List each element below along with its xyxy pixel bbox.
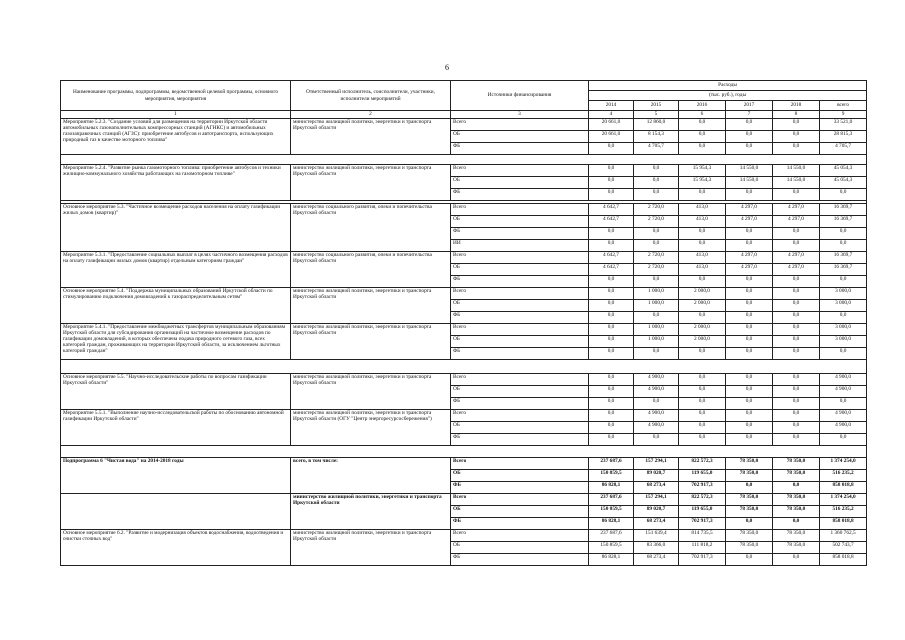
amount-cell: 0,0 — [679, 374, 726, 386]
amount-cell: 702 917,3 — [679, 482, 726, 494]
amount-cell: 0,0 — [726, 410, 773, 422]
amount-cell: 16 369,7 — [820, 252, 867, 264]
amount-cell: 0,0 — [773, 276, 820, 288]
amount-cell: 858 018,8 — [820, 518, 867, 530]
activity-name: Мероприятие 5.5.1. "Выполнение научно-исследовательской работы по обоснованию автономной газификации Иркутской области" — [61, 410, 291, 446]
page-number: 6 — [445, 63, 449, 72]
amount-cell: 4 900,0 — [820, 386, 867, 398]
amount-cell: 702 917,3 — [679, 554, 726, 566]
table-row — [61, 374, 867, 386]
amount-cell: 68 273,4 — [634, 554, 679, 566]
activity-name: Мероприятие 5.2.3. "Создание условий для размещения на территории Иркутской области автомобильных газонаполнительных компрессорных станций (АГНКС) и автомобильных газозаправочных станций (АГЗС): приобретение автобусов и автотранспорта, использующих природный газ в качестве моторного топлива" — [61, 119, 291, 155]
amount-cell: 1 374 254,0 — [820, 458, 867, 470]
amount-cell: 2 000,0 — [679, 288, 726, 300]
amount-cell: 119 655,0 — [679, 506, 726, 518]
column-number: 3 — [451, 111, 589, 119]
amount-cell: 0,0 — [589, 276, 634, 288]
amount-cell: 15 954,3 — [679, 177, 726, 189]
amount-cell: 0,0 — [726, 240, 773, 252]
amount-cell: 78 350,0 — [726, 542, 773, 554]
funding-source: ОБ — [451, 422, 589, 434]
amount-cell: 14 550,0 — [773, 165, 820, 177]
amount-cell: 119 655,0 — [679, 470, 726, 482]
amount-cell: 0,0 — [726, 324, 773, 336]
amount-cell: 413,0 — [679, 264, 726, 276]
table-row — [61, 530, 867, 542]
amount-cell: 0,0 — [773, 518, 820, 530]
header-year: 2016 — [679, 101, 726, 111]
amount-cell: 4 900,0 — [820, 374, 867, 386]
amount-cell: 0,0 — [726, 288, 773, 300]
funding-source: Всего — [451, 410, 589, 422]
funding-source: ФБ — [451, 228, 589, 240]
amount-cell: 0,0 — [773, 482, 820, 494]
amount-cell: 4 900,0 — [634, 386, 679, 398]
amount-cell: 4 297,0 — [726, 216, 773, 228]
amount-cell: 0,0 — [679, 434, 726, 446]
amount-cell: 0,0 — [820, 276, 867, 288]
amount-cell: 4 642,7 — [589, 264, 634, 276]
amount-cell: 0,0 — [634, 434, 679, 446]
amount-cell: 0,0 — [726, 336, 773, 348]
amount-cell: 45 054,3 — [820, 165, 867, 177]
amount-cell: 0,0 — [773, 348, 820, 360]
amount-cell: 4 297,0 — [726, 252, 773, 264]
amount-cell: 78 350,0 — [773, 458, 820, 470]
funding-source: ОБ — [451, 336, 589, 348]
amount-cell: 858 018,8 — [820, 482, 867, 494]
amount-cell: 0,0 — [634, 177, 679, 189]
amount-cell: 413,0 — [679, 252, 726, 264]
spacer-row — [61, 155, 867, 165]
activity-name: Мероприятие 5.3.1. "Предоставление социальных выплат в целях частичного возмещения расходов на оплату газификации жилых домов (квартир) отдельным категориям граждан" — [61, 252, 291, 288]
amount-cell: 89 020,7 — [634, 470, 679, 482]
column-number: 6 — [679, 111, 726, 119]
amount-cell: 0,0 — [773, 398, 820, 410]
funding-source: ОБ — [451, 506, 589, 518]
amount-cell: 0,0 — [679, 410, 726, 422]
amount-cell: 14 550,0 — [726, 165, 773, 177]
header-year: 2018 — [773, 101, 820, 111]
executor: министерство социального развития, опеки и попечительства Иркутской области — [291, 204, 451, 252]
amount-cell: 2 720,0 — [634, 204, 679, 216]
amount-cell: 0,0 — [726, 518, 773, 530]
amount-cell: 702 917,3 — [679, 518, 726, 530]
amount-cell: 3 000,0 — [820, 300, 867, 312]
amount-cell: 78 350,0 — [773, 530, 820, 542]
table-row — [61, 324, 867, 336]
amount-cell: 0,0 — [589, 348, 634, 360]
amount-cell: 516 235,2 — [820, 506, 867, 518]
amount-cell: 8 154,3 — [634, 131, 679, 143]
amount-cell: 0,0 — [679, 119, 726, 131]
amount-cell: 413,0 — [679, 204, 726, 216]
funding-source: ОБ — [451, 131, 589, 143]
amount-cell: 0,0 — [679, 386, 726, 398]
amount-cell: 0,0 — [773, 143, 820, 155]
amount-cell: 0,0 — [726, 119, 773, 131]
column-number: 2 — [291, 111, 451, 119]
amount-cell: 16 369,7 — [820, 204, 867, 216]
table-row — [61, 288, 867, 300]
funding-source: ИИ — [451, 240, 589, 252]
column-number: 8 — [773, 111, 820, 119]
executor: министерство жилищной политики, энергетики и транспорта Иркутской области — [291, 374, 451, 410]
amount-cell: 0,0 — [589, 288, 634, 300]
header-year: 2014 — [589, 101, 634, 111]
amount-cell: 4 900,0 — [820, 410, 867, 422]
activity-name — [61, 494, 291, 530]
amount-cell: 0,0 — [634, 312, 679, 324]
amount-cell: 150 859,5 — [589, 470, 634, 482]
activity-name: Подпрограмма 6 "Чистая вода" на 2014-2018 годы — [61, 458, 291, 494]
amount-cell: 0,0 — [589, 434, 634, 446]
amount-cell: 4 642,7 — [589, 252, 634, 264]
amount-cell: 86 828,1 — [589, 482, 634, 494]
amount-cell: 0,0 — [726, 228, 773, 240]
funding-source: Всего — [451, 458, 589, 470]
amount-cell: 0,0 — [726, 189, 773, 201]
amount-cell: 4 705,7 — [820, 143, 867, 155]
column-number: 5 — [634, 111, 679, 119]
table-row — [61, 252, 867, 264]
amount-cell: 0,0 — [773, 422, 820, 434]
amount-cell: 3 000,0 — [820, 324, 867, 336]
executor: министерство жилищной политики, энергетики и транспорта Иркутской области — [291, 119, 451, 155]
amount-cell: 0,0 — [589, 189, 634, 201]
funding-source: Всего — [451, 324, 589, 336]
executor: министерство жилищной политики, энергетики и транспорта Иркутской области — [291, 288, 451, 324]
amount-cell: 0,0 — [773, 374, 820, 386]
amount-cell: 2 720,0 — [634, 216, 679, 228]
amount-cell: 0,0 — [820, 228, 867, 240]
amount-cell: 0,0 — [634, 165, 679, 177]
amount-cell: 14 550,0 — [726, 177, 773, 189]
amount-cell: 0,0 — [589, 312, 634, 324]
amount-cell: 14 550,0 — [773, 177, 820, 189]
amount-cell: 15 954,3 — [679, 165, 726, 177]
amount-cell: 4 297,0 — [773, 216, 820, 228]
executor: министерство жилищной политики, энергетики и транспорта Иркутской области — [291, 165, 451, 201]
amount-cell: 4 900,0 — [634, 410, 679, 422]
amount-cell: 0,0 — [773, 410, 820, 422]
amount-cell: 150 859,5 — [589, 506, 634, 518]
funding-source: ФБ — [451, 398, 589, 410]
header-expenses: Расходы — [589, 81, 867, 91]
amount-cell: 78 350,0 — [726, 458, 773, 470]
amount-cell: 0,0 — [589, 228, 634, 240]
funding-source: ОБ — [451, 300, 589, 312]
amount-cell: 20 661,0 — [589, 119, 634, 131]
executor: всего, в том числе: — [291, 458, 451, 494]
amount-cell: 0,0 — [679, 228, 726, 240]
funding-source: ОБ — [451, 386, 589, 398]
amount-cell: 78 350,0 — [726, 530, 773, 542]
amount-cell: 0,0 — [679, 276, 726, 288]
amount-cell: 814 735,5 — [679, 530, 726, 542]
funding-source: ОБ — [451, 177, 589, 189]
amount-cell: 0,0 — [634, 348, 679, 360]
amount-cell: 516 235,2 — [820, 470, 867, 482]
amount-cell: 4 297,0 — [773, 204, 820, 216]
amount-cell: 12 860,0 — [634, 119, 679, 131]
amount-cell: 0,0 — [726, 276, 773, 288]
amount-cell: 33 521,0 — [820, 119, 867, 131]
amount-cell: 0,0 — [589, 240, 634, 252]
executor: министерство жилищной политики, энергетики и транспорта Иркутской области — [291, 494, 451, 530]
amount-cell: 0,0 — [679, 143, 726, 155]
funding-source: ФБ — [451, 143, 589, 155]
amount-cell: 0,0 — [589, 398, 634, 410]
amount-cell: 0,0 — [773, 434, 820, 446]
amount-cell: 111 818,2 — [679, 542, 726, 554]
funding-source: Всего — [451, 530, 589, 542]
amount-cell: 0,0 — [773, 324, 820, 336]
amount-cell: 822 572,3 — [679, 458, 726, 470]
funding-source: ОБ — [451, 264, 589, 276]
amount-cell: 0,0 — [726, 374, 773, 386]
amount-cell: 89 020,7 — [634, 506, 679, 518]
expenses-table — [60, 80, 867, 566]
amount-cell: 1 360 762,5 — [820, 530, 867, 542]
amount-cell: 0,0 — [589, 143, 634, 155]
table-row — [61, 119, 867, 131]
spacer-row — [61, 360, 867, 374]
table-body — [61, 119, 867, 566]
amount-cell: 1 000,0 — [634, 324, 679, 336]
header-year: 2015 — [634, 101, 679, 111]
funding-source: ФБ — [451, 518, 589, 530]
amount-cell: 68 273,4 — [634, 482, 679, 494]
amount-cell: 4 900,0 — [820, 422, 867, 434]
amount-cell: 78 350,0 — [773, 542, 820, 554]
funding-source: ФБ — [451, 554, 589, 566]
column-number: 1 — [61, 111, 291, 119]
amount-cell: 0,0 — [589, 336, 634, 348]
column-number: 4 — [589, 111, 634, 119]
amount-cell: 0,0 — [679, 189, 726, 201]
amount-cell: 0,0 — [726, 131, 773, 143]
amount-cell: 0,0 — [726, 386, 773, 398]
amount-cell: 0,0 — [589, 177, 634, 189]
amount-cell: 0,0 — [634, 240, 679, 252]
amount-cell: 0,0 — [820, 398, 867, 410]
amount-cell: 502 743,7 — [820, 542, 867, 554]
activity-name: Основное мероприятие 6.2. "Развитие и модернизация объектов водоснабжения, водоотведения и очистки сточных вод" — [61, 530, 291, 566]
amount-cell: 0,0 — [726, 554, 773, 566]
executor: министерство жилищной политики, энергетики и транспорта Иркутской области — [291, 324, 451, 360]
funding-source: ОБ — [451, 542, 589, 554]
amount-cell: 237 687,6 — [589, 458, 634, 470]
amount-cell: 83 366,0 — [634, 542, 679, 554]
amount-cell: 2 720,0 — [634, 252, 679, 264]
funding-source: Всего — [451, 374, 589, 386]
funding-source: Всего — [451, 119, 589, 131]
activity-name: Основное мероприятие 5.3. "Частичное возмещение расходов населения на оплату газификации жилых домов (квартир)" — [61, 204, 291, 252]
funding-source: Всего — [451, 165, 589, 177]
amount-cell: 78 350,0 — [726, 494, 773, 506]
amount-cell: 0,0 — [726, 348, 773, 360]
amount-cell: 0,0 — [634, 398, 679, 410]
executor: министерство жилищной политики, энергетики и транспорта Иркутской области (ОГУ "Центр энергоресурсосбережения") — [291, 410, 451, 446]
amount-cell: 4 297,0 — [726, 264, 773, 276]
amount-cell: 0,0 — [589, 300, 634, 312]
activity-name: Мероприятие 5.4.1. "Предоставление межбюджетных трансфертов муниципальным образованиям Иркутской области для субсидирования организаций на частичное возмещение расходов по газификации домовладений, в которых обеспечена подача природного сетевого газа, всех категорий граждан, проживающих на территории Иркутской области, за исключением льготных категорий граждан" — [61, 324, 291, 360]
column-number: 7 — [726, 111, 773, 119]
amount-cell: 4 642,7 — [589, 216, 634, 228]
amount-cell: 1 000,0 — [634, 288, 679, 300]
amount-cell: 78 350,0 — [726, 470, 773, 482]
amount-cell: 0,0 — [589, 410, 634, 422]
table-row — [61, 410, 867, 422]
amount-cell: 0,0 — [589, 422, 634, 434]
amount-cell: 0,0 — [589, 324, 634, 336]
amount-cell: 4 900,0 — [634, 374, 679, 386]
amount-cell: 0,0 — [773, 554, 820, 566]
amount-cell: 0,0 — [773, 119, 820, 131]
funding-source: ОБ — [451, 470, 589, 482]
amount-cell: 0,0 — [726, 422, 773, 434]
table-row — [61, 494, 867, 506]
amount-cell: 0,0 — [679, 422, 726, 434]
amount-cell: 78 350,0 — [773, 494, 820, 506]
amount-cell: 0,0 — [820, 312, 867, 324]
amount-cell: 4 297,0 — [726, 204, 773, 216]
amount-cell: 4 705,7 — [634, 143, 679, 155]
amount-cell: 68 273,4 — [634, 518, 679, 530]
amount-cell: 237 687,6 — [589, 494, 634, 506]
amount-cell: 0,0 — [679, 240, 726, 252]
header-total: всего — [820, 101, 867, 111]
activity-name: Мероприятие 5.2.4. "Развитие рынка газомоторного топлива: приобретение автобусов и техники жилищно-коммунального хозяйства работающих на газомоторном топливе" — [61, 165, 291, 201]
header-executor: Ответственный исполнитель, соисполнители, участники, исполнители мероприятий — [291, 81, 451, 111]
spacer-row — [61, 446, 867, 458]
amount-cell: 86 828,1 — [589, 518, 634, 530]
amount-cell: 4 297,0 — [773, 252, 820, 264]
amount-cell: 0,0 — [726, 434, 773, 446]
amount-cell: 16 369,7 — [820, 264, 867, 276]
funding-source: Всего — [451, 204, 589, 216]
amount-cell: 0,0 — [679, 398, 726, 410]
funding-source: Всего — [451, 494, 589, 506]
amount-cell: 4 297,0 — [773, 264, 820, 276]
amount-cell: 2 720,0 — [634, 264, 679, 276]
amount-cell: 1 000,0 — [634, 300, 679, 312]
funding-source: ФБ — [451, 276, 589, 288]
funding-source: Всего — [451, 288, 589, 300]
amount-cell: 0,0 — [773, 336, 820, 348]
amount-cell: 0,0 — [726, 143, 773, 155]
table-row — [61, 204, 867, 216]
amount-cell: 2 000,0 — [679, 336, 726, 348]
amount-cell: 0,0 — [679, 312, 726, 324]
amount-cell: 822 572,3 — [679, 494, 726, 506]
amount-cell: 0,0 — [679, 131, 726, 143]
amount-cell: 0,0 — [634, 228, 679, 240]
amount-cell: 4 900,0 — [634, 422, 679, 434]
funding-source: ФБ — [451, 434, 589, 446]
amount-cell: 3 000,0 — [820, 336, 867, 348]
amount-cell: 2 000,0 — [679, 324, 726, 336]
amount-cell: 28 815,3 — [820, 131, 867, 143]
amount-cell: 0,0 — [773, 240, 820, 252]
amount-cell: 0,0 — [820, 240, 867, 252]
amount-cell: 78 350,0 — [773, 470, 820, 482]
amount-cell: 0,0 — [726, 312, 773, 324]
amount-cell: 45 054,3 — [820, 177, 867, 189]
header-units: (тыс. руб.), годы — [589, 91, 867, 101]
header-year: 2017 — [726, 101, 773, 111]
executor: министерство социального развития, опеки и попечительства Иркутской области — [291, 252, 451, 288]
amount-cell: 16 369,7 — [820, 216, 867, 228]
header-name: Наименование программы, подпрограммы, ведомственной целевой программы, основного мероприятия, мероприятия — [61, 81, 291, 111]
table-row — [61, 458, 867, 470]
amount-cell: 858 018,8 — [820, 554, 867, 566]
amount-cell: 0,0 — [820, 348, 867, 360]
amount-cell: 0,0 — [773, 300, 820, 312]
amount-cell: 0,0 — [726, 482, 773, 494]
funding-source: ОБ — [451, 216, 589, 228]
amount-cell: 86 828,1 — [589, 554, 634, 566]
amount-cell: 0,0 — [589, 165, 634, 177]
amount-cell: 0,0 — [589, 374, 634, 386]
executor: министерство жилищной политики, энергетики и транспорта Иркутской области — [291, 530, 451, 566]
amount-cell: 0,0 — [773, 189, 820, 201]
amount-cell: 0,0 — [726, 300, 773, 312]
amount-cell: 0,0 — [773, 228, 820, 240]
amount-cell: 413,0 — [679, 216, 726, 228]
amount-cell: 1 000,0 — [634, 336, 679, 348]
table-row — [61, 165, 867, 177]
amount-cell: 78 350,0 — [773, 506, 820, 518]
header-source: Источники финансирования — [451, 81, 589, 111]
funding-source: ФБ — [451, 189, 589, 201]
amount-cell: 2 000,0 — [679, 300, 726, 312]
amount-cell: 0,0 — [773, 131, 820, 143]
amount-cell: 0,0 — [820, 434, 867, 446]
amount-cell: 150 859,5 — [589, 542, 634, 554]
amount-cell: 157 294,1 — [634, 494, 679, 506]
amount-cell: 3 000,0 — [820, 288, 867, 300]
amount-cell: 20 661,0 — [589, 131, 634, 143]
activity-name: Основное мероприятие 5.5. "Научно-исследовательские работы по вопросам газификации Иркутской области" — [61, 374, 291, 410]
amount-cell: 0,0 — [634, 276, 679, 288]
funding-source: ФБ — [451, 482, 589, 494]
amount-cell: 0,0 — [679, 348, 726, 360]
amount-cell: 0,0 — [773, 312, 820, 324]
amount-cell: 4 642,7 — [589, 204, 634, 216]
funding-source: ФБ — [451, 348, 589, 360]
funding-source: Всего — [451, 252, 589, 264]
amount-cell: 237 687,6 — [589, 530, 634, 542]
funding-source: ФБ — [451, 312, 589, 324]
amount-cell: 78 350,0 — [726, 506, 773, 518]
amount-cell: 0,0 — [589, 386, 634, 398]
amount-cell: 1 374 254,0 — [820, 494, 867, 506]
amount-cell: 0,0 — [773, 288, 820, 300]
amount-cell: 0,0 — [820, 189, 867, 201]
activity-name: Основное мероприятие 5.4. "Поддержка муниципальных образований Иркутской области по стимулированию подключения домовладений к газораспределительным сетям" — [61, 288, 291, 324]
amount-cell: 0,0 — [773, 386, 820, 398]
amount-cell: 0,0 — [634, 189, 679, 201]
amount-cell: 157 294,1 — [634, 458, 679, 470]
amount-cell: 151 639,4 — [634, 530, 679, 542]
column-number: 9 — [820, 111, 867, 119]
amount-cell: 0,0 — [726, 398, 773, 410]
